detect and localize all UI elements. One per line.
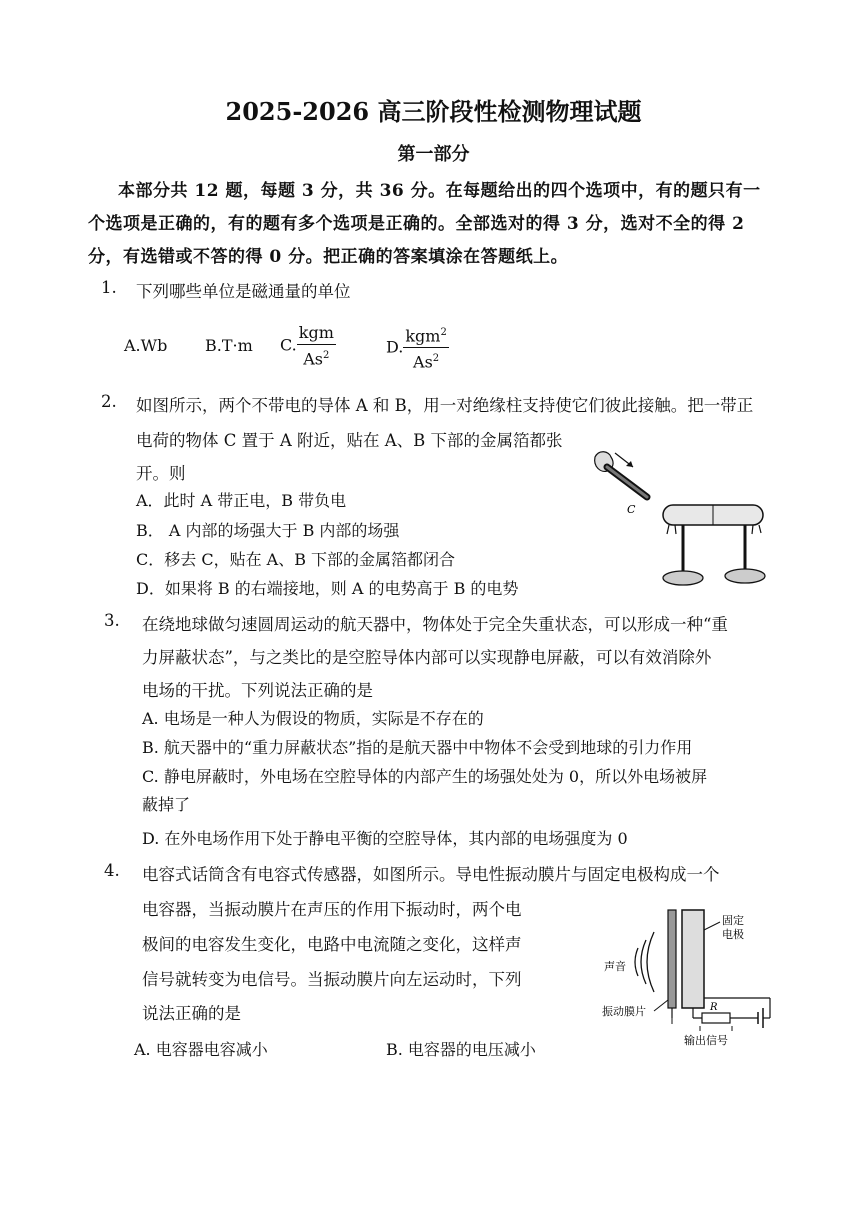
q2-stem-line-3: 开。则 bbox=[136, 464, 186, 483]
q4-stem-line-4: 信号就转变为电信号。当振动膜片向左运动时，下列 bbox=[142, 970, 522, 989]
q3-stem-line-3: 电场的干扰。下列说法正确的是 bbox=[142, 681, 373, 700]
q3-stem-line-2: 力屏蔽状态”，与之类比的是空腔导体内部可以实现静电屏蔽，可以有效消除外 bbox=[142, 648, 712, 667]
q2-stem-line-1: 如图所示，两个不带电的导体 A 和 B，用一对绝缘柱支持使它们彼此接触。把一带正 bbox=[136, 396, 754, 415]
q3-option-b[interactable]: B. 航天器中的“重力屏蔽状态”指的是航天器中中物体不会受到地球的引力作用 bbox=[142, 738, 693, 757]
q2-option-d[interactable]: D．如果将 B 的右端接地，则 A 的电势高于 B 的电势 bbox=[136, 579, 519, 598]
section-heading: 第一部分 bbox=[397, 144, 470, 165]
q3-option-a[interactable]: A. 电场是一种人为假设的物质，实际是不存在的 bbox=[142, 709, 484, 728]
intro-line-1: 本部分共 12 题，每题 3 分，共 36 分。在每题给出的四个选项中，有的题只有一 bbox=[118, 181, 761, 201]
intro-line-3: 分，有选错或不答的得 0 分。把正确的答案填涂在答题纸上。 bbox=[88, 247, 569, 267]
sound-label: 声音 bbox=[604, 960, 626, 973]
q4-stem-line-5: 说法正确的是 bbox=[142, 1004, 241, 1023]
q2-stem-line-2: 电荷的物体 C 置于 A 附近，贴在 A、B 下部的金属箔都张 bbox=[136, 431, 563, 450]
q3-option-c-line-2[interactable]: 蔽掉了 bbox=[142, 795, 191, 814]
q4-option-a[interactable]: A. 电容器电容减小 bbox=[134, 1040, 268, 1059]
q3-option-d[interactable]: D. 在外电场作用下处于静电平衡的空腔导体，其内部的电场强度为 0 bbox=[142, 829, 628, 848]
q4-number: 4. bbox=[104, 861, 120, 880]
q1-option-c[interactable] bbox=[280, 322, 336, 370]
q1-option-d-fraction bbox=[403, 322, 448, 374]
q2-option-b[interactable]: B． A 内部的场强大于 B 内部的场强 bbox=[136, 521, 400, 540]
q3-number: 3. bbox=[104, 611, 120, 630]
q4-option-b[interactable]: B. 电容器的电压减小 bbox=[386, 1040, 536, 1059]
q1-d-denominator: As bbox=[413, 352, 433, 372]
q1-c-numerator: kgm bbox=[297, 322, 336, 345]
q2-option-a[interactable]: A．此时 A 带正电，B 带负电 bbox=[136, 491, 347, 510]
q1-d-num-sup: 2 bbox=[440, 327, 447, 338]
q4-stem-line-1: 电容式话筒含有电容式传感器，如图所示。导电性振动膜片与固定电极构成一个 bbox=[142, 865, 720, 884]
q1-option-c-fraction bbox=[297, 322, 336, 370]
q1-stem: 下列哪些单位是磁通量的单位 bbox=[136, 282, 351, 301]
q2-number: 2. bbox=[101, 392, 117, 411]
q3-stem-line-1: 在绕地球做匀速圆周运动的航天器中，物体处于完全失重状态，可以形成一种“重 bbox=[142, 615, 728, 634]
q2-conductor-figure bbox=[585, 445, 770, 595]
output-signal-label: 输出信号 bbox=[684, 1034, 728, 1047]
q1-option-d[interactable] bbox=[386, 322, 449, 374]
fixed-electrode-label-1: 固定 bbox=[722, 914, 744, 927]
intro-line-2: 个选项是正确的，有的题有多个选项是正确的。全部选对的得 3 分，选对不全的得 2 bbox=[88, 214, 745, 234]
rod-c-label: C bbox=[627, 503, 636, 516]
q1-option-c-prefix: C. bbox=[280, 335, 297, 355]
q1-c-den-sup: 2 bbox=[323, 350, 330, 361]
q2-option-c[interactable]: C．移去 C，贴在 A、B 下部的金属箔都闭合 bbox=[136, 550, 456, 569]
q1-d-numerator: kgm bbox=[405, 326, 441, 346]
q1-option-a[interactable]: A.Wb bbox=[124, 336, 168, 355]
fixed-electrode-label-2: 电极 bbox=[722, 928, 744, 941]
q4-microphone-figure bbox=[600, 900, 780, 1050]
q1-number: 1. bbox=[101, 278, 117, 297]
membrane-label: 振动膜片 bbox=[602, 1005, 646, 1018]
q4-stem-line-2: 电容器，当振动膜片在声压的作用下振动时，两个电 bbox=[142, 900, 522, 919]
resistor-label: R bbox=[710, 1002, 718, 1013]
page-title: 2025-2026 高三阶段性检测物理试题 bbox=[225, 97, 642, 126]
q3-option-c-line-1[interactable]: C. 静电屏蔽时，外电场在空腔导体的内部产生的场强处处为 0，所以外电场被屏 bbox=[142, 767, 708, 786]
q1-d-den-sup: 2 bbox=[432, 353, 440, 365]
q1-option-d-prefix: D. bbox=[386, 337, 404, 357]
q1-option-b[interactable]: B.T·m bbox=[205, 336, 253, 355]
q4-stem-line-3: 极间的电容发生变化，电路中电流随之变化，这样声 bbox=[142, 935, 522, 954]
q1-c-denominator: As bbox=[303, 349, 324, 369]
